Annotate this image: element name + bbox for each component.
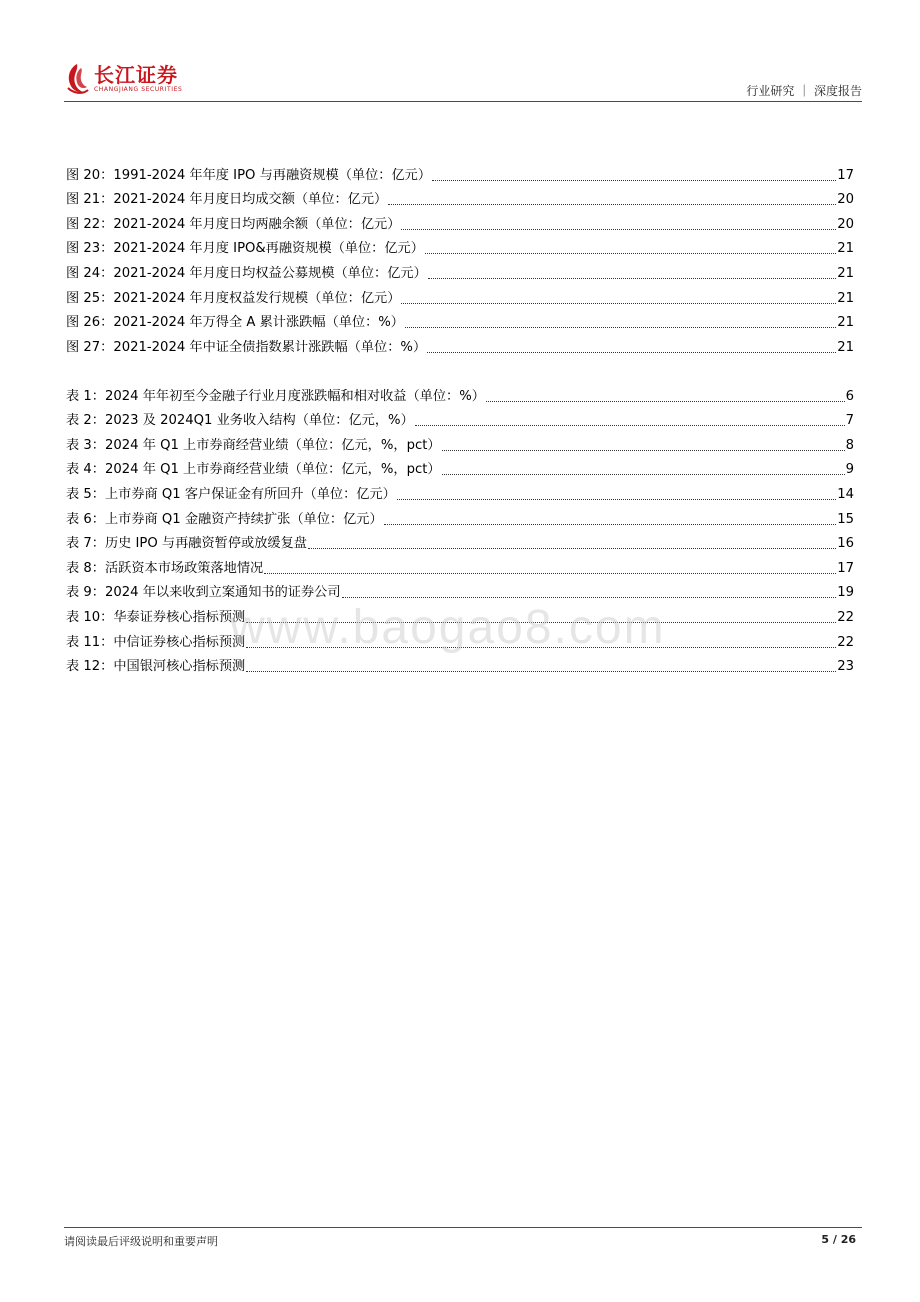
toc-entry[interactable] <box>66 307 854 332</box>
toc-entry[interactable] <box>66 528 854 553</box>
toc-entry-title: 表 3：2024 年 Q1 上市券商经营业绩（单位：亿元，%，pct） <box>66 437 441 453</box>
toc-entry-page: 7 <box>845 413 854 429</box>
dot-leader <box>264 573 836 574</box>
toc-entry-page: 19 <box>837 585 854 601</box>
toc-entry-title: 图 25：2021-2024 年月度权益发行规模（单位：亿元） <box>66 290 401 306</box>
toc-entry-title: 表 9：2024 年以来收到立案通知书的证券公司 <box>66 585 341 601</box>
dot-leader <box>428 278 836 279</box>
logo-english-name: CHANGJIANG SECURITIES <box>94 86 183 93</box>
dot-leader <box>415 425 845 426</box>
dot-leader <box>384 524 837 525</box>
toc-entry-page: 20 <box>837 192 854 208</box>
toc-entry-title: 表 8：活跃资本市场政策落地情况 <box>66 560 264 576</box>
toc-entry-page: 21 <box>837 265 854 281</box>
toc-entry-title: 图 20：1991-2024 年年度 IPO 与再融资规模（单位：亿元） <box>66 167 432 183</box>
toc-entry-title: 图 22：2021-2024 年月度日均两融余额（单位：亿元） <box>66 216 401 232</box>
dot-leader <box>442 474 845 475</box>
toc-entry[interactable] <box>66 405 854 430</box>
toc-entry[interactable] <box>66 331 854 356</box>
toc-entry-title: 表 2：2023 及 2024Q1 业务收入结构（单位：亿元，%） <box>66 413 414 429</box>
toc-entry-title: 表 10：华泰证券核心指标预测 <box>66 609 246 625</box>
dot-leader <box>246 671 836 672</box>
header-divider <box>64 101 862 102</box>
dot-leader <box>397 499 836 500</box>
toc-entry-title: 表 1：2024 年年初至今金融子行业月度涨跌幅和相对收益（单位：%） <box>66 388 485 404</box>
toc-entry[interactable] <box>66 429 854 454</box>
toc-entry-page: 23 <box>837 659 854 675</box>
toc-entry[interactable] <box>66 184 854 209</box>
toc-entry-title: 表 11：中信证券核心指标预测 <box>66 634 246 650</box>
logo-chinese-name: 长江证券 <box>94 63 178 87</box>
toc-entry[interactable] <box>66 478 854 503</box>
toc-entry-page: 21 <box>837 339 854 355</box>
toc-entry-title: 图 24：2021-2024 年月度日均权益公募规模（单位：亿元） <box>66 265 427 281</box>
dot-leader <box>401 303 836 304</box>
toc-entry-page: 21 <box>837 241 854 257</box>
toc-entry-page: 9 <box>845 462 854 478</box>
dot-leader <box>425 253 836 254</box>
toc-entry-title: 表 7：历史 IPO 与再融资暂停或放缓复盘 <box>66 536 307 552</box>
toc-entry-title: 表 6：上市券商 Q1 金融资产持续扩张（单位：亿元） <box>66 511 383 527</box>
page-number: 5 / 26 <box>821 1233 856 1246</box>
toc-entry-title: 图 21：2021-2024 年月度日均成交额（单位：亿元） <box>66 192 388 208</box>
logo-icon <box>64 62 90 96</box>
toc-entry[interactable] <box>66 208 854 233</box>
toc-entry-page: 22 <box>837 609 854 625</box>
toc-entry-title: 表 12：中国银河核心指标预测 <box>66 659 246 675</box>
toc-entry-page: 15 <box>837 511 854 527</box>
toc-entry-page: 17 <box>837 560 854 576</box>
dot-leader <box>388 204 836 205</box>
dot-leader <box>427 352 836 353</box>
figure-list <box>66 159 854 356</box>
toc-entry-page: 20 <box>837 216 854 232</box>
footer-divider <box>64 1227 862 1228</box>
toc-entry[interactable] <box>66 454 854 479</box>
dot-leader <box>308 548 836 549</box>
page-header <box>64 62 862 102</box>
toc-entry[interactable] <box>66 257 854 282</box>
toc-entry[interactable] <box>66 577 854 602</box>
toc-entry-page: 6 <box>845 388 854 404</box>
toc-entry-title: 图 23：2021-2024 年月度 IPO&再融资规模（单位：亿元） <box>66 241 424 257</box>
toc-entry-title: 表 4：2024 年 Q1 上市券商经营业绩（单位：亿元，%，pct） <box>66 462 441 478</box>
toc-entry-page: 14 <box>837 486 854 502</box>
watermark: www.baogao8.com <box>230 601 666 654</box>
dot-leader <box>432 180 836 181</box>
toc-entry[interactable] <box>66 233 854 258</box>
report-category: 行业研究 ｜ 深度报告 <box>746 84 862 98</box>
dot-leader <box>342 597 837 598</box>
toc-entry[interactable] <box>66 503 854 528</box>
toc-entry-page: 8 <box>845 437 854 453</box>
toc-entry-title: 图 26：2021-2024 年万得全 A 累计涨跌幅（单位：%） <box>66 315 404 331</box>
dot-leader <box>442 450 845 451</box>
footer-disclaimer: 请阅读最后评级说明和重要声明 <box>64 1235 218 1248</box>
toc-entry-page: 21 <box>837 315 854 331</box>
toc-entry-page: 17 <box>837 167 854 183</box>
company-logo <box>64 62 182 96</box>
toc-entry-page: 16 <box>837 536 854 552</box>
toc-entry[interactable] <box>66 380 854 405</box>
dot-leader <box>405 327 836 328</box>
toc-entry[interactable] <box>66 282 854 307</box>
dot-leader <box>486 401 845 402</box>
toc-entry-page: 21 <box>837 290 854 306</box>
toc-entry[interactable] <box>66 552 854 577</box>
toc-entry-page: 22 <box>837 634 854 650</box>
toc-entry-title: 图 27：2021-2024 年中证全债指数累计涨跌幅（单位：%） <box>66 339 427 355</box>
toc-entry[interactable] <box>66 159 854 184</box>
toc-entry-title: 表 5：上市券商 Q1 客户保证金有所回升（单位：亿元） <box>66 486 396 502</box>
dot-leader <box>401 229 836 230</box>
